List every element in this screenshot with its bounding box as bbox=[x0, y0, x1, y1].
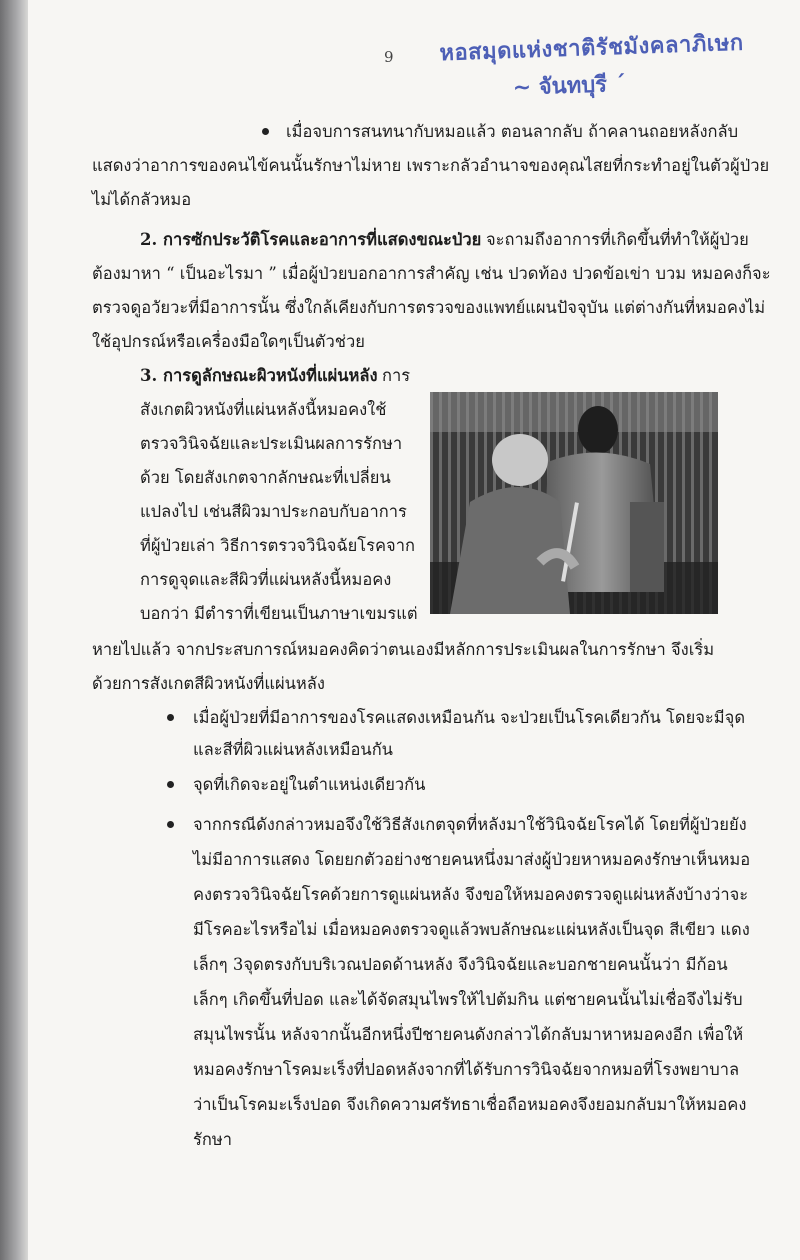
book-spine-shadow bbox=[0, 0, 28, 1260]
bullet-3-line: คงตรวจวินิจฉัยโรคด้วยการดูแผ่นหลัง จึงขอให้หมอคงตรวจดูแผ่นหลังบ้างว่าจะ bbox=[193, 885, 749, 904]
bullet-dot bbox=[167, 714, 174, 721]
library-stamp bbox=[439, 25, 745, 107]
bullet-dot bbox=[262, 128, 269, 135]
section-3-line: แปลงไป เช่นสีผิวมาประกอบกับอาการ bbox=[140, 502, 407, 521]
bullet-3-line: รักษา bbox=[193, 1130, 232, 1149]
bullet-1-line: และสีที่ผิวแผ่นหลังเหมือนกัน bbox=[193, 740, 393, 759]
section-3-line: ด้วยการสังเกตสีผิวหนังที่แผ่นหลัง bbox=[92, 674, 325, 693]
section-3-line: ตรวจวินิจฉัยและประเมินผลการรักษา bbox=[140, 434, 403, 453]
back-examination-photo bbox=[430, 392, 718, 614]
bullet-dot bbox=[167, 821, 174, 828]
stamp-line-2: ~ จันทบุรี ´ bbox=[512, 71, 627, 101]
section-3-line: การ bbox=[382, 366, 411, 385]
section-2-line: ต้องมาหา “ เป็นอะไรมา ” เมื่อผู้ป่วยบอกอาการสำคัญ เช่น ปวดท้อง ปวดข้อเข่า บวม หมอคงก็จะ bbox=[92, 264, 771, 283]
bullet-3-line: ไม่มีอาการแสดง โดยยกตัวอย่างชายคนหนึ่งมาส่งผู้ป่วยหาหมอคงรักษาเห็นหมอ bbox=[193, 850, 751, 869]
bullet-2-line: จุดที่เกิดจะอยู่ในตำแหน่งเดียวกัน bbox=[193, 775, 426, 794]
bullet-3-line: เล็กๆ เกิดขึ้นที่ปอด และได้จัดสมุนไพรให้ไปต้มกิน แต่ชายคนนั้นไม่เชื่อจึงไม่รับ bbox=[193, 990, 743, 1009]
bullet-3-line: ว่าเป็นโรคมะเร็งปอด จึงเกิดความศรัทธาเชื่อถือหมอคงจึงยอมกลับมาให้หมอคง bbox=[193, 1095, 747, 1114]
section-2-line: ตรวจดูอวัยวะที่มีอาการนั้น ซึ่งใกล้เคียงกับการตรวจของแพทย์แผนปัจจุบัน แต่ต่างกันที่หมอคงไม่ bbox=[92, 298, 766, 317]
bullet-3-line: สมุนไพรนั้น หลังจากนั้นอีกหนึ่งปีชายคนดังกล่าวได้กลับมาหาหมอคงอีก เพื่อให้ bbox=[193, 1025, 744, 1044]
page-number: 9 bbox=[384, 48, 394, 66]
section-2-heading: 2. การซักประวัติโรคและอาการที่แสดงขณะป่วย bbox=[140, 230, 482, 249]
section-3-line: บอกว่า มีตำราที่เขียนเป็นภาษาเขมรแต่ bbox=[140, 604, 418, 623]
bullet-3-line: จากกรณีดังกล่าวหมอจึงใช้วิธีสังเกตจุดที่หลังมาใช้วินิจฉัยโรคได้ โดยที่ผู้ป่วยยัง bbox=[193, 815, 747, 834]
section-2-line: ใช้อุปกรณ์หรือเครื่องมือใดๆเป็นตัวช่วย bbox=[92, 332, 365, 351]
bullet-3-line: มีโรคอะไรหรือไม่ เมื่อหมอคงตรวจดูแล้วพบลักษณะแผ่นหลังเป็นจุด สีเขียว แดง bbox=[193, 920, 750, 939]
bullet-3-line: หมอคงรักษาโรคมะเร็งที่ปอดหลังจากที่ได้รับการวินิจฉัยจากหมอที่โรงพยาบาล bbox=[193, 1060, 740, 1079]
intro-line: เมื่อจบการสนทนากับหมอแล้ว ตอนลากลับ ถ้าคลานถอยหลังกลับ bbox=[286, 122, 739, 141]
intro-line: ไม่ได้กลัวหมอ bbox=[92, 190, 192, 209]
section-3-line: ด้วย โดยสังเกตจากลักษณะที่เปลี่ยน bbox=[140, 468, 391, 487]
section-2-line: จะถามถึงอาการที่เกิดขึ้นที่ทำให้ผู้ป่วย bbox=[486, 230, 749, 249]
section-3-heading: 3. การดูลักษณะผิวหนังที่แผ่นหลัง bbox=[140, 366, 378, 385]
photo-illustration bbox=[430, 392, 718, 614]
stamp-line-1: หอสมุดแห่งชาติรัชมังคลาภิเษก bbox=[439, 30, 745, 67]
bullet-1-line: เมื่อผู้ป่วยที่มีอาการของโรคแสดงเหมือนกัน จะป่วยเป็นโรคเดียวกัน โดยจะมีจุด bbox=[193, 708, 746, 727]
section-3-line: ที่ผู้ป่วยเล่า วิธีการตรวจวินิจฉัยโรคจาก bbox=[140, 536, 415, 555]
bullet-dot bbox=[167, 781, 174, 788]
section-3-line: การดูจุดและสีผิวที่แผ่นหลังนี้หมอคง bbox=[140, 570, 392, 589]
section-3-line: สังเกตผิวหนังที่แผ่นหลังนี้หมอคงใช้ bbox=[140, 400, 387, 419]
section-3-line: หายไปแล้ว จากประสบการณ์หมอคงคิดว่าตนเองมีหลักการประเมินผลในการรักษา จึงเริ่ม bbox=[92, 640, 715, 659]
intro-line: แสดงว่าอาการของคนไข้คนนั้นรักษาไม่หาย เพราะกลัวอำนาจของคุณไสยที่กระทำอยู่ในตัวผู้ป่วย bbox=[92, 156, 770, 175]
bullet-3-line: เล็กๆ 3จุดตรงกับบริเวณปอดด้านหลัง จึงวินิจฉัยและบอกชายคนนั้นว่า มีก้อน bbox=[193, 955, 728, 974]
